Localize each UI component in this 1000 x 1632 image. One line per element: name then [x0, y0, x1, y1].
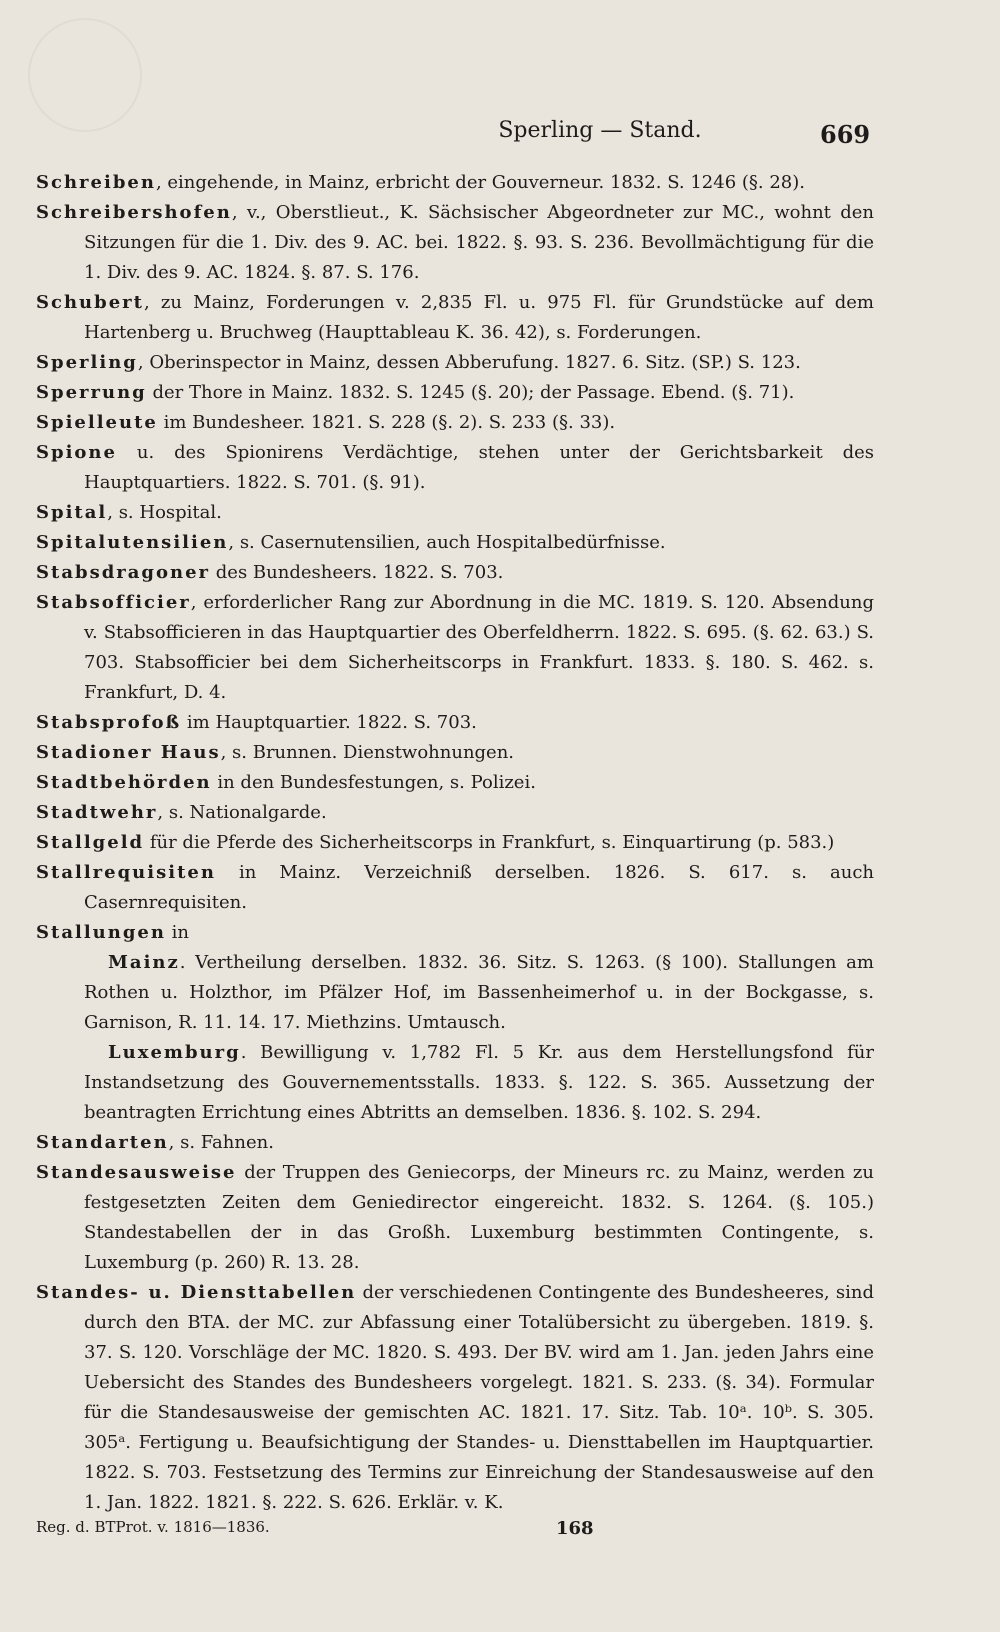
entry-text: in den Bundesfestungen, s. Polizei. — [211, 772, 536, 793]
entry-headword: Spielleute — [36, 412, 158, 433]
index-entry — [36, 708, 874, 738]
entry-text: , s. Fahnen. — [168, 1132, 274, 1153]
entry-text: . Vertheilung derselben. 1832. 36. Sitz. S. 1263. (§ 100). Stallungen am Rothen u. Holzthor, im Pfälzer Hof, im Bassenheimerhof u. in der Bockgasse, s. Garnison, R. 11. 14. 17. Miethzins. Umtausch. — [84, 952, 874, 1033]
entry-text: der verschiedenen Contingente des Bundesheeres, sind durch den BTA. der MC. zur Abfassung einer Totalübersicht zu übergeben. 1819. §. 37. S. 120. Vorschläge der MC. 1820. S. 493. Der BV. wird am 1. Jan. jeden Jahrs eine Uebersicht des Standes des Bundesheers vorgelegt. 1821. S. 233. (§. 34). Formular für die Standesausweise der gemischten AC. 1821. 17. Sitz. Tab. 10ᵃ. 10ᵇ. S. 305. 305ᵃ. Fertigung u. Beaufsichtigung der Standes- u. Diensttabellen im Hauptquartier. 1822. S. 703. Festsetzung des Termins zur Einreichung der Standesausweise auf den 1. Jan. 1822. 1821. §. 222. S. 626. Erklär. v. K. — [84, 1282, 874, 1513]
entry-text: in Mainz. Verzeichniß derselben. 1826. S. 617. s. auch Casernrequisiten. — [84, 862, 874, 913]
index-entry — [36, 1278, 874, 1518]
entry-text: u. des Spionirens Verdächtige, stehen unter der Gerichtsbarkeit des Hauptquartiers. 1822. S. 701. (§. 91). — [84, 442, 874, 493]
entry-headword: Stabsdragoner — [36, 562, 211, 583]
entry-headword: Spione — [36, 442, 117, 463]
index-entry — [36, 408, 874, 438]
entry-text: , s. Nationalgarde. — [157, 802, 327, 823]
index-entry — [36, 768, 874, 798]
entry-headword: Mainz — [108, 952, 180, 973]
entry-headword: Schubert — [36, 292, 144, 313]
index-entry — [36, 798, 874, 828]
entry-text: , eingehende, in Mainz, erbricht der Gouverneur. 1832. S. 1246 (§. 28). — [155, 172, 805, 193]
entry-text: , s. Brunnen. Dienstwohnungen. — [220, 742, 515, 763]
entry-headword: Stallrequisiten — [36, 862, 216, 883]
index-entry — [36, 1038, 874, 1128]
entry-headword: Stadtbehörden — [36, 772, 212, 793]
entry-text: der Truppen des Geniecorps, der Mineurs rc. zu Mainz, werden zu festgesetzten Zeiten dem Geniedirector eingereicht. 1832. S. 1264. (§. 105.) Standestabellen der in das Großh. Luxemburg bestimmten Contingente, s. Luxemburg (p. 260) R. 13. 28. — [84, 1162, 874, 1273]
index-entry — [36, 738, 874, 768]
index-entry — [36, 588, 874, 708]
index-entry — [36, 438, 874, 498]
index-entry — [36, 498, 874, 528]
entry-text: . Bewilligung v. 1,782 Fl. 5 Kr. aus dem Herstellungsfond für Instandsetzung des Gouvernementsstalls. 1833. §. 122. S. 365. Aussetzung der beantragten Errichtung eines Abtritts an demselben. 1836. §. 102. S. 294. — [84, 1042, 874, 1123]
page-number: 669 — [820, 120, 871, 149]
entry-headword: Schreiben — [36, 172, 156, 193]
library-stamp — [28, 18, 142, 132]
entry-text: im Bundesheer. 1821. S. 228 (§. 2). S. 233 (§. 33). — [157, 412, 616, 433]
running-head: Sperling — Stand. — [498, 118, 702, 143]
index-entry — [36, 918, 874, 948]
entry-headword: Stadioner Haus — [36, 742, 221, 763]
index-entry — [36, 858, 874, 918]
entry-text: für die Pferde des Sicherheitscorps in Frankfurt, s. Einquartirung (p. 583.) — [144, 832, 835, 853]
index-entry — [36, 528, 874, 558]
index-entry — [36, 288, 874, 348]
entry-text: , v., Oberstlieut., K. Sächsischer Abgeordneter zur MC., wohnt den Sitzungen für die 1. Div. des 9. AC. bei. 1822. §. 93. S. 236. Bevollmächtigung für die 1. Div. des 9. AC. 1824. §. 87. S. 176. — [84, 202, 874, 283]
entry-headword: Schreibershofen — [36, 202, 232, 223]
index-entry — [36, 1128, 874, 1158]
index-entry — [36, 558, 874, 588]
index-entries — [36, 168, 874, 1518]
entry-text: , s. Casernutensilien, auch Hospitalbedürfnisse. — [228, 532, 666, 553]
entry-headword: Stabsprofoß — [36, 712, 182, 733]
entry-headword: Sperrung — [36, 382, 147, 403]
entry-headword: Spitalutensilien — [36, 532, 229, 553]
index-entry — [36, 828, 874, 858]
index-entry — [36, 1158, 874, 1278]
index-entry — [36, 348, 874, 378]
entry-headword: Standarten — [36, 1132, 169, 1153]
entry-text: im Hauptquartier. 1822. S. 703. — [181, 712, 477, 733]
entry-text: der Thore in Mainz. 1832. S. 1245 (§. 20); der Passage. Ebend. (§. 71). — [146, 382, 795, 403]
entry-text: , erforderlicher Rang zur Abordnung in die MC. 1819. S. 120. Absendung v. Stabsofficieren in das Hauptquartier des Oberfeldherrn. 1822. S. 695. (§. 62. 63.) S. 703. Stabsofficier bei dem Sicherheitscorps in Frankfurt. 1833. §. 180. S. 462. s. Frankfurt, D. 4. — [84, 592, 874, 703]
entry-text: des Bundesheers. 1822. S. 703. — [210, 562, 504, 583]
entry-headword: Stadtwehr — [36, 802, 158, 823]
entry-headword: Stallungen — [36, 922, 166, 943]
entry-text: , s. Hospital. — [107, 502, 222, 523]
entry-headword: Stallgeld — [36, 832, 145, 853]
entry-headword: Sperling — [36, 352, 138, 373]
entry-headword: Stabsofficier — [36, 592, 191, 613]
index-entry — [36, 168, 874, 198]
entry-text: in — [165, 922, 190, 943]
index-entry — [36, 378, 874, 408]
entry-text: , Oberinspector in Mainz, dessen Abberufung. 1827. 6. Sitz. (SP.) S. 123. — [137, 352, 801, 373]
entry-headword: Luxemburg — [108, 1042, 241, 1063]
index-entry — [36, 198, 874, 288]
entry-headword: Standes- u. Diensttabellen — [36, 1282, 357, 1303]
entry-headword: Spital — [36, 502, 108, 523]
sheet-mark: 168 — [556, 1518, 594, 1539]
entry-headword: Standesausweise — [36, 1162, 237, 1183]
index-entry — [36, 948, 874, 1038]
footer-signature: Reg. d. BTProt. v. 1816—1836. — [36, 1518, 270, 1536]
entry-text: , zu Mainz, Forderungen v. 2,835 Fl. u. 975 Fl. für Grundstücke auf dem Hartenberg u. Bruchweg (Haupttableau K. 36. 42), s. Forderungen. — [84, 292, 874, 343]
